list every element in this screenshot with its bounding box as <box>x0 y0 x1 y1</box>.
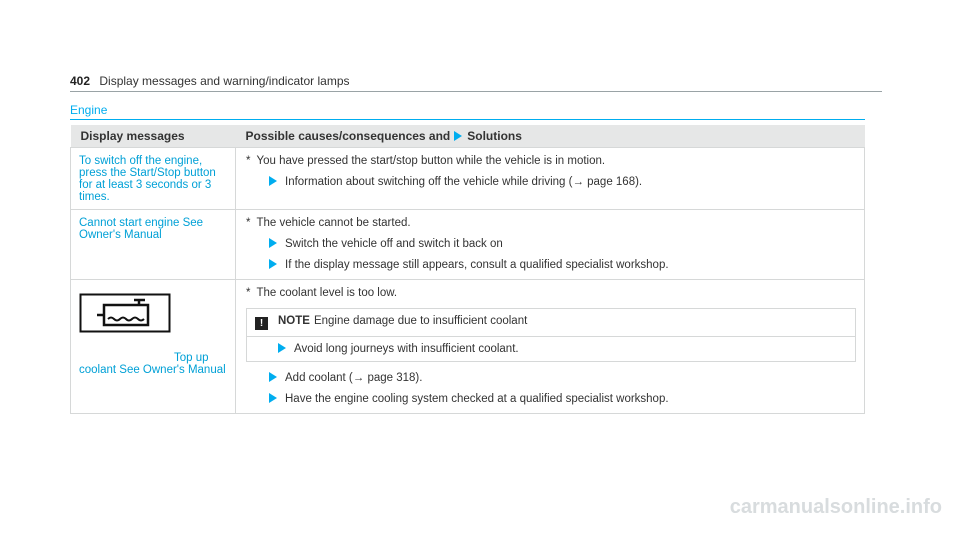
col-header-causes: Possible causes/consequences and Solutions <box>236 125 865 148</box>
cause-item: * The coolant level is too low. <box>246 287 398 299</box>
watermark: carmanualsonline.info <box>729 496 942 518</box>
display-messages-table <box>70 125 865 414</box>
solution-arrow-icon <box>269 176 277 186</box>
cause-item: * The vehicle cannot be started. <box>246 217 411 229</box>
section-divider <box>70 119 865 120</box>
note-solution: Avoid long journeys with insufficient coolant. <box>247 337 855 361</box>
solution-item: Switch the vehicle off and switch it back on <box>269 238 856 250</box>
solution-arrow-icon <box>269 393 277 403</box>
solution-item: If the display message still appears, consult a qualified specialist workshop. <box>269 259 856 271</box>
causes-cell <box>236 280 865 414</box>
page-header-title: Display messages and warning/indicator lamps <box>99 74 350 88</box>
col-header-messages: Display messages <box>71 125 236 148</box>
table-row <box>71 280 865 414</box>
solution-arrow-icon <box>269 372 277 382</box>
cause-item: * You have pressed the start/stop button while the vehicle is in motion. <box>246 155 606 167</box>
table-header-row <box>71 125 865 148</box>
display-message: Top up coolant See Owner's Manual <box>71 280 236 414</box>
solution-arrow-icon <box>269 238 277 248</box>
causes-cell <box>236 210 865 280</box>
solution-arrow-icon <box>269 259 277 269</box>
warning-icon: ! <box>255 317 268 330</box>
note-header: ! NOTE Engine damage due to insufficient coolant <box>247 309 855 337</box>
causes-cell <box>236 148 865 210</box>
page-number: 402 <box>70 74 91 88</box>
header-divider <box>70 91 882 92</box>
solution-arrow-icon <box>454 131 462 141</box>
table-row <box>71 148 865 210</box>
display-message: Cannot start engine See Owner's Manual <box>71 210 236 280</box>
page-header <box>70 74 350 88</box>
display-message: To switch off the engine, press the Start/Stop button for at least 3 seconds or 3 times. <box>71 148 236 210</box>
table-row <box>71 210 865 280</box>
coolant-level-icon <box>79 293 171 333</box>
section-title: Engine <box>70 103 108 117</box>
note-box <box>246 308 856 362</box>
solution-item: Add coolant (→ page 318). <box>269 372 856 384</box>
solution-item: Information about switching off the vehicle while driving (→ page 168). <box>269 176 856 188</box>
solution-item: Have the engine cooling system checked at a qualified specialist workshop. <box>269 393 856 405</box>
solution-arrow-icon <box>278 343 286 353</box>
